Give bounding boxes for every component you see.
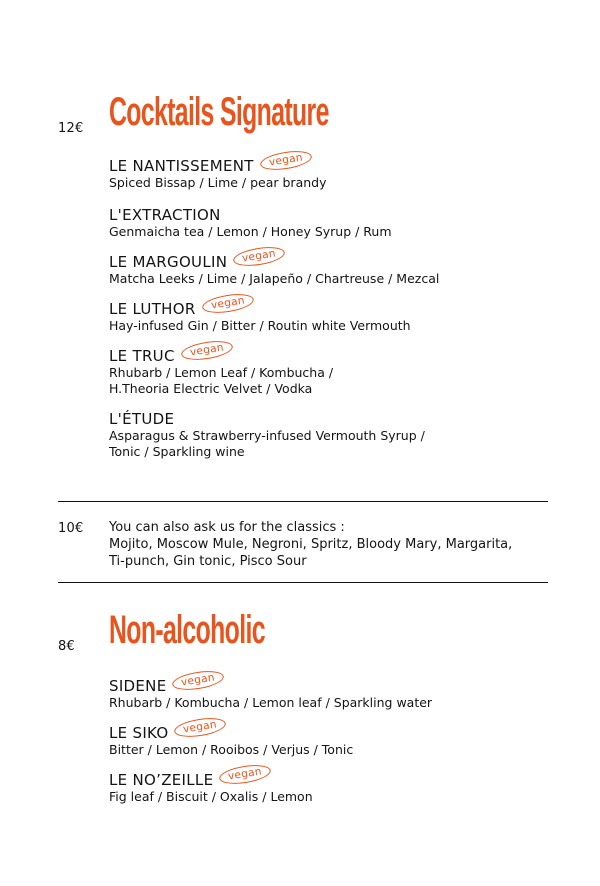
drink-description-line2: Tonic / Sparkling wine (109, 444, 245, 459)
drink-description: Spiced Bissap / Lime / pear brandy (109, 175, 327, 190)
nonalcoholic-price: 8€ (58, 639, 75, 654)
drink-name: LE SIKO (109, 724, 169, 742)
drink-description: Bitter / Lemon / Rooibos / Verjus / Tonic (109, 742, 354, 757)
drink-name: LE TRUC (109, 347, 175, 365)
signature-title: Cocktails Signature (109, 90, 329, 134)
nonalcoholic-title: Non-alcoholic (109, 608, 265, 652)
classics-block (109, 519, 569, 570)
list-item (109, 150, 569, 191)
list-item (109, 410, 569, 460)
drink-name: L'EXTRACTION (109, 206, 221, 224)
drink-name: LE LUTHOR (109, 300, 196, 318)
drink-description-line2: H.Theoria Electric Velvet / Vodka (109, 381, 313, 396)
list-item (109, 246, 569, 287)
classics-list-line1: Mojito, Moscow Mule, Negroni, Spritz, Bloody Mary, Margarita, (109, 537, 513, 552)
classics-intro: You can also ask us for the classics : (109, 520, 345, 535)
divider (58, 501, 548, 502)
vegan-badge: vegan (259, 148, 313, 173)
vegan-badge: vegan (171, 668, 225, 693)
drink-description: Fig leaf / Biscuit / Oxalis / Lemon (109, 789, 313, 804)
vegan-badge: vegan (218, 762, 272, 787)
list-item (109, 717, 569, 758)
list-item (109, 764, 569, 805)
classics-list-line2: Ti-punch, Gin tonic, Pisco Sour (109, 554, 307, 569)
drink-description: Matcha Leeks / Lime / Jalapeño / Chartreuse / Mezcal (109, 271, 440, 286)
divider (58, 582, 548, 583)
drink-description: Rhubarb / Kombucha / Lemon leaf / Sparkling water (109, 695, 433, 710)
drink-description: Hay-infused Gin / Bitter / Routin white Vermouth (109, 318, 411, 333)
classics-price: 10€ (58, 521, 84, 536)
vegan-badge: vegan (232, 244, 286, 269)
vegan-badge: vegan (173, 715, 227, 740)
drink-name: L'ÉTUDE (109, 410, 175, 428)
drink-name: LE MARGOULIN (109, 253, 228, 271)
vegan-badge: vegan (201, 291, 255, 316)
drink-description: Rhubarb / Lemon Leaf / Kombucha / (109, 365, 334, 380)
list-item (109, 206, 569, 240)
vegan-badge: vegan (180, 338, 234, 363)
drink-description: Genmaicha tea / Lemon / Honey Syrup / Rum (109, 224, 392, 239)
drink-name: LE NO’ZEILLE (109, 771, 214, 789)
list-item (109, 340, 569, 397)
drink-name: LE NANTISSEMENT (109, 157, 254, 175)
drink-name: SIDENE (109, 677, 167, 695)
list-item (109, 293, 569, 334)
list-item (109, 670, 569, 711)
signature-price: 12€ (58, 121, 84, 136)
drink-description: Asparagus & Strawberry-infused Vermouth Syrup / (109, 428, 425, 443)
